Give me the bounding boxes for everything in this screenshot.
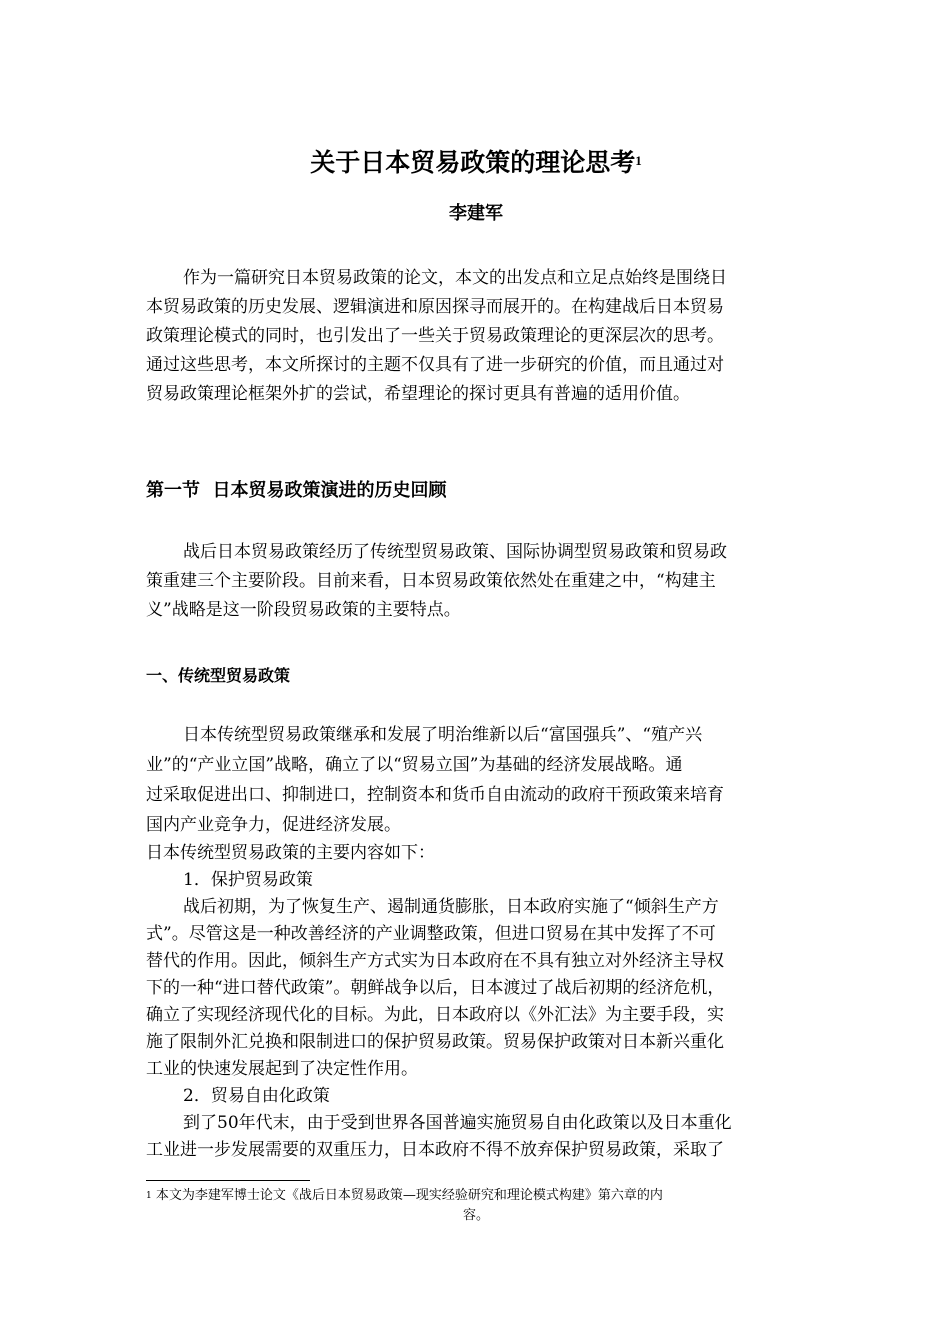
item2-line: 到了50年代末，由于受到世界各国普遍实施贸易自由化政策以及日本重化 <box>183 1113 732 1133</box>
footnote-mark: 1 <box>146 1191 152 1201</box>
abstract-line: 作为一篇研究日本贸易政策的论文，本文的出发点和立足点始终是围绕日 <box>183 268 727 288</box>
item1-line: 施了限制外汇兑换和限制进口的保护贸易政策。贸易保护政策对日本新兴重化 <box>146 1032 724 1052</box>
footnote-line-2: 容。 <box>462 1208 489 1223</box>
abstract-line: 通过这些思考，本文所探讨的主题不仅具有了进一步研究的价值，而且通过对 <box>146 355 724 375</box>
footnote <box>146 1186 806 1226</box>
subsection-intro-paragraph <box>146 720 806 840</box>
footnote-text: 本文为李建军博士论文《战后日本贸易政策—现实经验研究和理论模式构建》第六章的内 <box>155 1188 663 1203</box>
document-title <box>146 145 806 181</box>
author-name: 李建军 <box>449 203 503 224</box>
section-intro-paragraph <box>146 538 806 625</box>
item1-line: 战后初期，为了恢复生产、遏制通货膨胀，日本政府实施了“倾斜生产方 <box>183 897 719 917</box>
subsection-heading: 一、传统型贸易政策 <box>146 666 291 685</box>
footnote-line-1 <box>146 1188 663 1203</box>
title-footnote-mark: 1 <box>635 153 642 168</box>
contents-intro: 日本传统型贸易政策的主要内容如下： <box>146 843 435 863</box>
item2-title: 2．贸易自由化政策 <box>183 1086 330 1106</box>
document-page <box>146 0 806 1344</box>
footnote-separator <box>146 1180 310 1181</box>
subsection-intro-line: 日本传统型贸易政策继承和发展了明治维新以后“富国强兵”、“殖产兴 <box>183 725 703 745</box>
section-intro-line: 策重建三个主要阶段。目前来看，日本贸易政策依然处在重建之中，“构建主 <box>146 571 716 591</box>
item2-line: 工业进一步发展需要的双重压力，日本政府不得不放弃保护贸易政策，采取了 <box>146 1140 724 1160</box>
subsection-intro-line: 过采取促进出口、抑制进口，控制资本和货币自由流动的政府干预政策来培育 <box>146 785 724 805</box>
item1-line: 式”。尽管这是一种改善经济的产业调整政策，但进口贸易在其中发挥了不可 <box>146 924 716 944</box>
item1-line: 工业的快速发展起到了决定性作用。 <box>146 1059 418 1079</box>
item1-line: 替代的作用。因此，倾斜生产方式实为日本政府在不具有独立对外经济主导权 <box>146 951 724 971</box>
item1-line: 下的一种“进口替代政策”。朝鲜战争以后，日本渡过了战后初期的经济危机， <box>146 978 725 998</box>
subsection-intro-line: 国内产业竞争力，促进经济发展。 <box>146 815 401 835</box>
abstract-paragraph <box>146 264 806 409</box>
abstract-line: 贸易政策理论框架外扩的尝试，希望理论的探讨更具有普遍的适用价值。 <box>146 384 690 404</box>
section-intro-line: 义”战略是这一阶段贸易政策的主要特点。 <box>146 600 461 620</box>
section-heading: 第一节 日本贸易政策演进的历史回顾 <box>146 480 447 501</box>
item1-title: 1．保护贸易政策 <box>183 870 313 890</box>
title-text: 关于日本贸易政策的理论思考 <box>310 148 636 177</box>
abstract-line: 本贸易政策的历史发展、逻辑演进和原因探寻而展开的。在构建战后日本贸易 <box>146 297 724 317</box>
item1-line: 确立了实现经济现代化的目标。为此，日本政府以《外汇法》为主要手段，实 <box>146 1005 724 1025</box>
subsection-intro-line: 业”的“产业立国”战略，确立了以“贸易立国”为基础的经济发展战略。通 <box>146 755 683 775</box>
contents-paragraph <box>146 840 806 1164</box>
section-intro-line: 战后日本贸易政策经历了传统型贸易政策、国际协调型贸易政策和贸易政 <box>183 542 727 562</box>
abstract-line: 政策理论模式的同时，也引发出了一些关于贸易政策理论的更深层次的思考。 <box>146 326 724 346</box>
